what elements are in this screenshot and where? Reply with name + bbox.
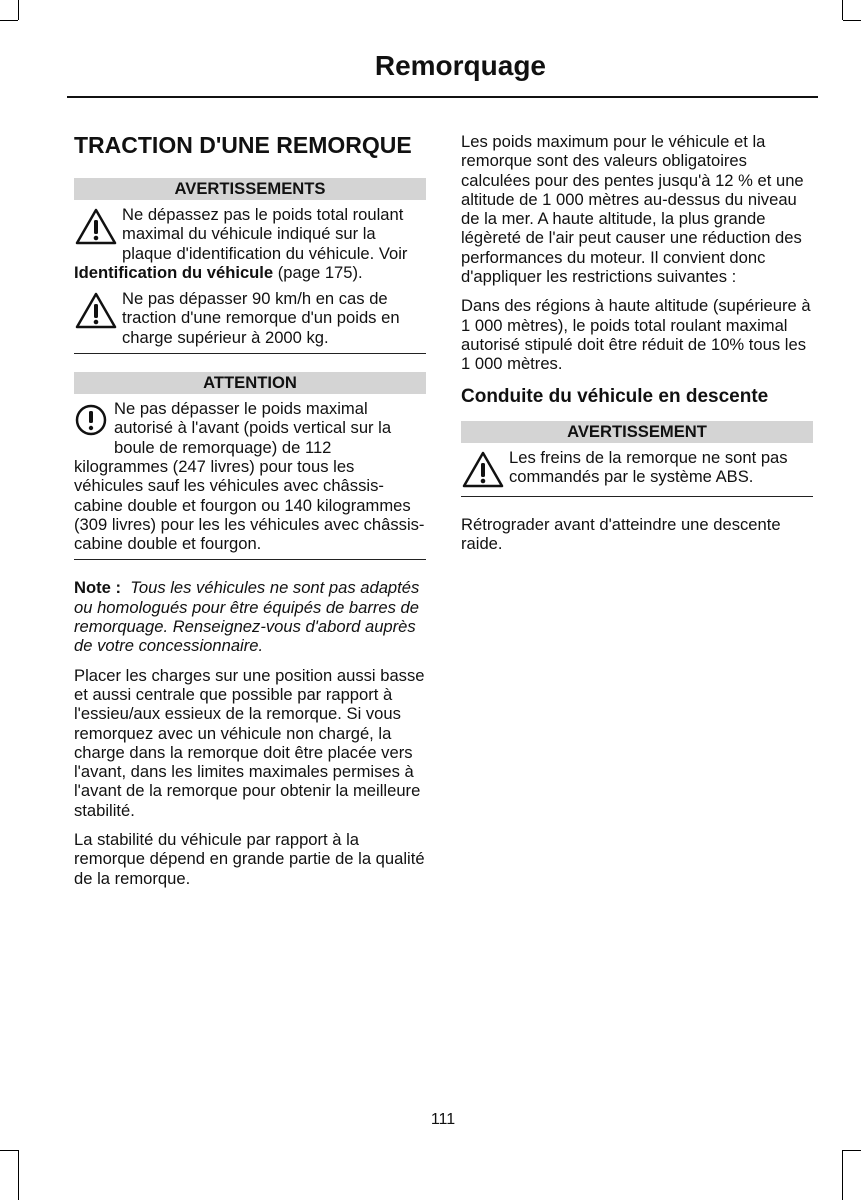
- warning-item: [74, 205, 426, 282]
- box-rule: [461, 496, 813, 497]
- attention-box: [74, 372, 426, 560]
- section-title: TRACTION D'UNE REMORQUE: [74, 132, 412, 158]
- attention-heading: ATTENTION: [74, 372, 426, 394]
- caution-circle-icon: [74, 401, 110, 441]
- attention-text: Ne pas dépasser le poids maximal autorisé à l'avant (poids vertical sur la boule de remorquage) de 112 kilogrammes (247 livres) pour tous les véhicules sauf les véhicules avec châssis-cabine double et fourgon ou 140 kilogrammes (309 livres) pour les les véhicules avec châssis-cabine double et fourgon.: [74, 399, 425, 554]
- box-rule: [74, 559, 426, 560]
- crop-mark: [843, 1150, 861, 1151]
- warning-text: Ne pas dépasser 90 km/h en cas de traction d'une remorque d'un poids en charge supérieur à 2000 kg.: [122, 289, 400, 347]
- body-paragraph: Dans des régions à haute altitude (supérieure à 1 000 mètres), le poids total roulant maximal autorisé stipulé doit être réduit de 10% tous les 1 000 mètres.: [461, 296, 811, 374]
- body-paragraph: Placer les charges sur une position aussi basse et aussi centrale que possible par rapport à l'essieu/aux essieux de la remorque. Si vous remorquez avec un véhicule non chargé, la charge dans la remorque doit être placée vers l'avant, dans les limites maximales permises à l'avant de la remorque pour obtenir la meilleure stabilité.: [74, 665, 425, 820]
- warning-text: Les freins de la remorque ne sont pas commandés par le système ABS.: [509, 447, 788, 486]
- warning-triangle-icon: [74, 291, 118, 331]
- warnings-heading: AVERTISSEMENTS: [74, 178, 426, 200]
- left-column: [74, 132, 426, 898]
- header-rule: [67, 96, 818, 98]
- crop-mark: [0, 1150, 18, 1151]
- page-header-title: Remorquage: [374, 50, 546, 81]
- box-rule: [74, 353, 426, 354]
- page-number: 111: [430, 1111, 456, 1128]
- warning-box: [461, 421, 813, 497]
- crop-mark: [842, 0, 843, 20]
- right-column: [461, 132, 813, 563]
- warning-item: [461, 448, 813, 490]
- cross-reference-link[interactable]: Identification du véhicule: [74, 262, 274, 282]
- crop-mark: [842, 1150, 843, 1200]
- body-paragraph: Les poids maximum pour le véhicule et la remorque sont des valeurs obligatoires calculées pour des pentes jusqu'à 12 % et une altitude de 1 000 mètres au-dessus du niveau de la mer. A haute altitude, la plus grande légèreté de l'air peut causer une réduction des performances du moteur. Il convient donc d'appliquer les restrictions suivantes :: [461, 132, 804, 287]
- warnings-box: [74, 178, 426, 354]
- warning-text: Ne dépassez pas le poids total roulant maximal du véhicule indiqué sur la plaque d'identification du véhicule. Voir Identification du véhicule (page 175).: [74, 205, 408, 282]
- crop-mark: [0, 20, 18, 21]
- warning-triangle-icon: [74, 207, 118, 247]
- warning-triangle-icon: [461, 450, 505, 490]
- crop-mark: [18, 0, 19, 20]
- crop-mark: [843, 20, 861, 21]
- note-text: Tous les véhicules ne sont pas adaptés ou homologués pour être équipés de barres de remorquage. Renseignez-vous d'abord auprès de votre concessionnaire.: [74, 578, 420, 656]
- note-paragraph: [74, 578, 426, 655]
- closing-paragraph: Rétrograder avant d'atteindre une descente raide.: [461, 514, 781, 553]
- attention-item: [74, 399, 426, 553]
- body-paragraph: La stabilité du véhicule par rapport à la remorque dépend en grande partie de la qualité de la remorque.: [74, 830, 425, 888]
- subsection-title: Conduite du véhicule en descente: [461, 385, 769, 407]
- warning-heading: AVERTISSEMENT: [461, 421, 813, 443]
- note-label: Note :: [74, 578, 122, 598]
- warning-item: [74, 289, 426, 347]
- crop-mark: [18, 1150, 19, 1200]
